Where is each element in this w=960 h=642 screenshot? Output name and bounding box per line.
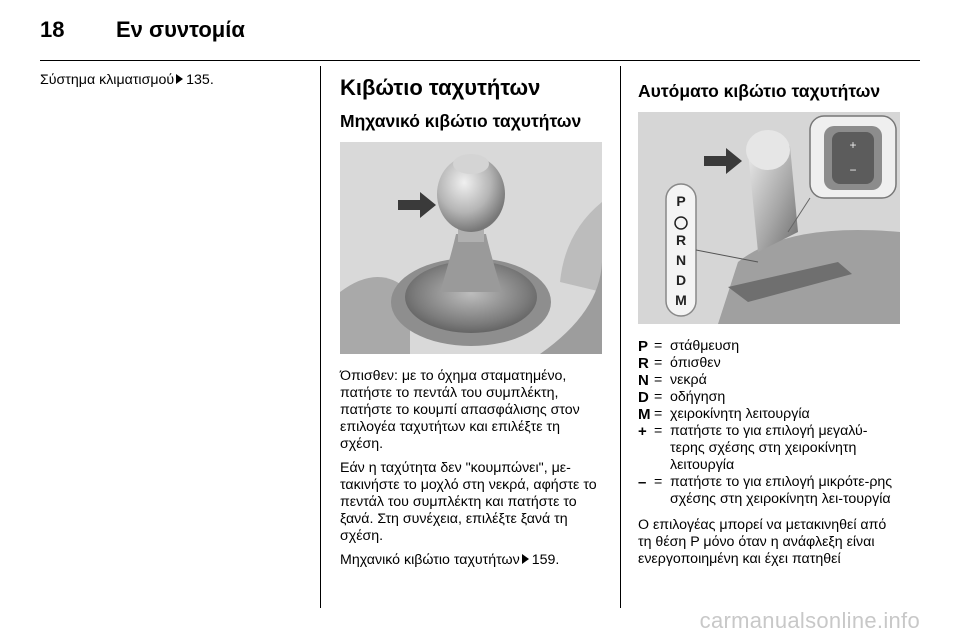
gear-legend [638, 338, 900, 508]
list-item: D = οδήγηση [638, 389, 726, 406]
cross-reference: Σύστημα κλιματισμού 135. [40, 72, 214, 88]
column-divider-1 [320, 66, 321, 608]
column-3 [638, 72, 900, 575]
selector-label-p: P [676, 193, 686, 209]
list-item: R = όπισθεν [638, 355, 721, 372]
plus-icon: + [638, 423, 647, 440]
automatic-selector-illustration [638, 112, 900, 324]
manual-gearbox-figure [340, 142, 602, 354]
minus-icon: – [638, 474, 647, 491]
minus-icon: − [849, 163, 857, 177]
body-paragraph: Ο επιλογέας μπορεί να μετακινηθεί από τη θέση P μόνο όταν η ανάφλεξη είναι ενεργοποιημένη και έχει πατηθεί [638, 517, 887, 567]
watermark: carmanualsonline.info [699, 608, 920, 633]
selector-label-r: R [675, 232, 687, 248]
subsection-heading: Μηχανικό κιβώτιο ταχυτήτων [340, 111, 582, 131]
section-heading: Κιβώτιο ταχυτήτων [340, 75, 541, 100]
subsection-heading: Αυτόματο κιβώτιο ταχυτήτων [638, 81, 881, 101]
column-divider-2 [620, 66, 621, 608]
page-header [0, 0, 960, 64]
section-title: Εν συντομία [116, 17, 245, 42]
manual-gear-lever-illustration [340, 142, 602, 354]
list-item: M = χειροκίνητη λειτουργία [638, 406, 810, 423]
list-item: N = νεκρά [638, 372, 707, 389]
selector-label-n: N [675, 252, 687, 268]
automatic-gearbox-figure [638, 112, 900, 324]
list-item: P = στάθμευση [638, 338, 740, 355]
page-number: 18 [40, 17, 65, 42]
selector-label-m: M [675, 292, 687, 308]
list-item: – = πατήστε το για επιλογή μικρότε-ρης σχέσης στη χειροκίνητη λει-τουργία [638, 474, 893, 507]
plus-icon: + [849, 138, 857, 152]
page-ref-icon [522, 554, 529, 564]
header-rule [40, 60, 920, 61]
page-ref-icon [176, 74, 183, 84]
column-1 [40, 72, 310, 96]
column-2 [340, 72, 602, 576]
list-item: + = πατήστε το για επιλογή μεγαλύ-τερης σχέσης στη χειροκίνητη λειτουργία [638, 423, 868, 473]
body-paragraph-1: Όπισθεν: με το όχημα σταματημένο, πατήστε το πεντάλ του συμπλέκτη, πατήστε το κουμπί απασφάλισης στον επιλογέα ταχυτήτων και επιλέξτε τη σχέση. [340, 368, 580, 452]
body-paragraph-2: Εάν η ταχύτητα δεν "κουμπώνει", με-τακινήστε το μοχλό στη νεκρά, αφήστε το πεντάλ του συμπλέκτη και πατήστε το ξανά. Στη συνέχεια, επιλέξτε ξανά τη σχέση. [340, 460, 597, 544]
selector-label-d: D [675, 272, 687, 288]
cross-reference: Μηχανικό κιβώτιο ταχυτήτων 159. [340, 552, 560, 568]
